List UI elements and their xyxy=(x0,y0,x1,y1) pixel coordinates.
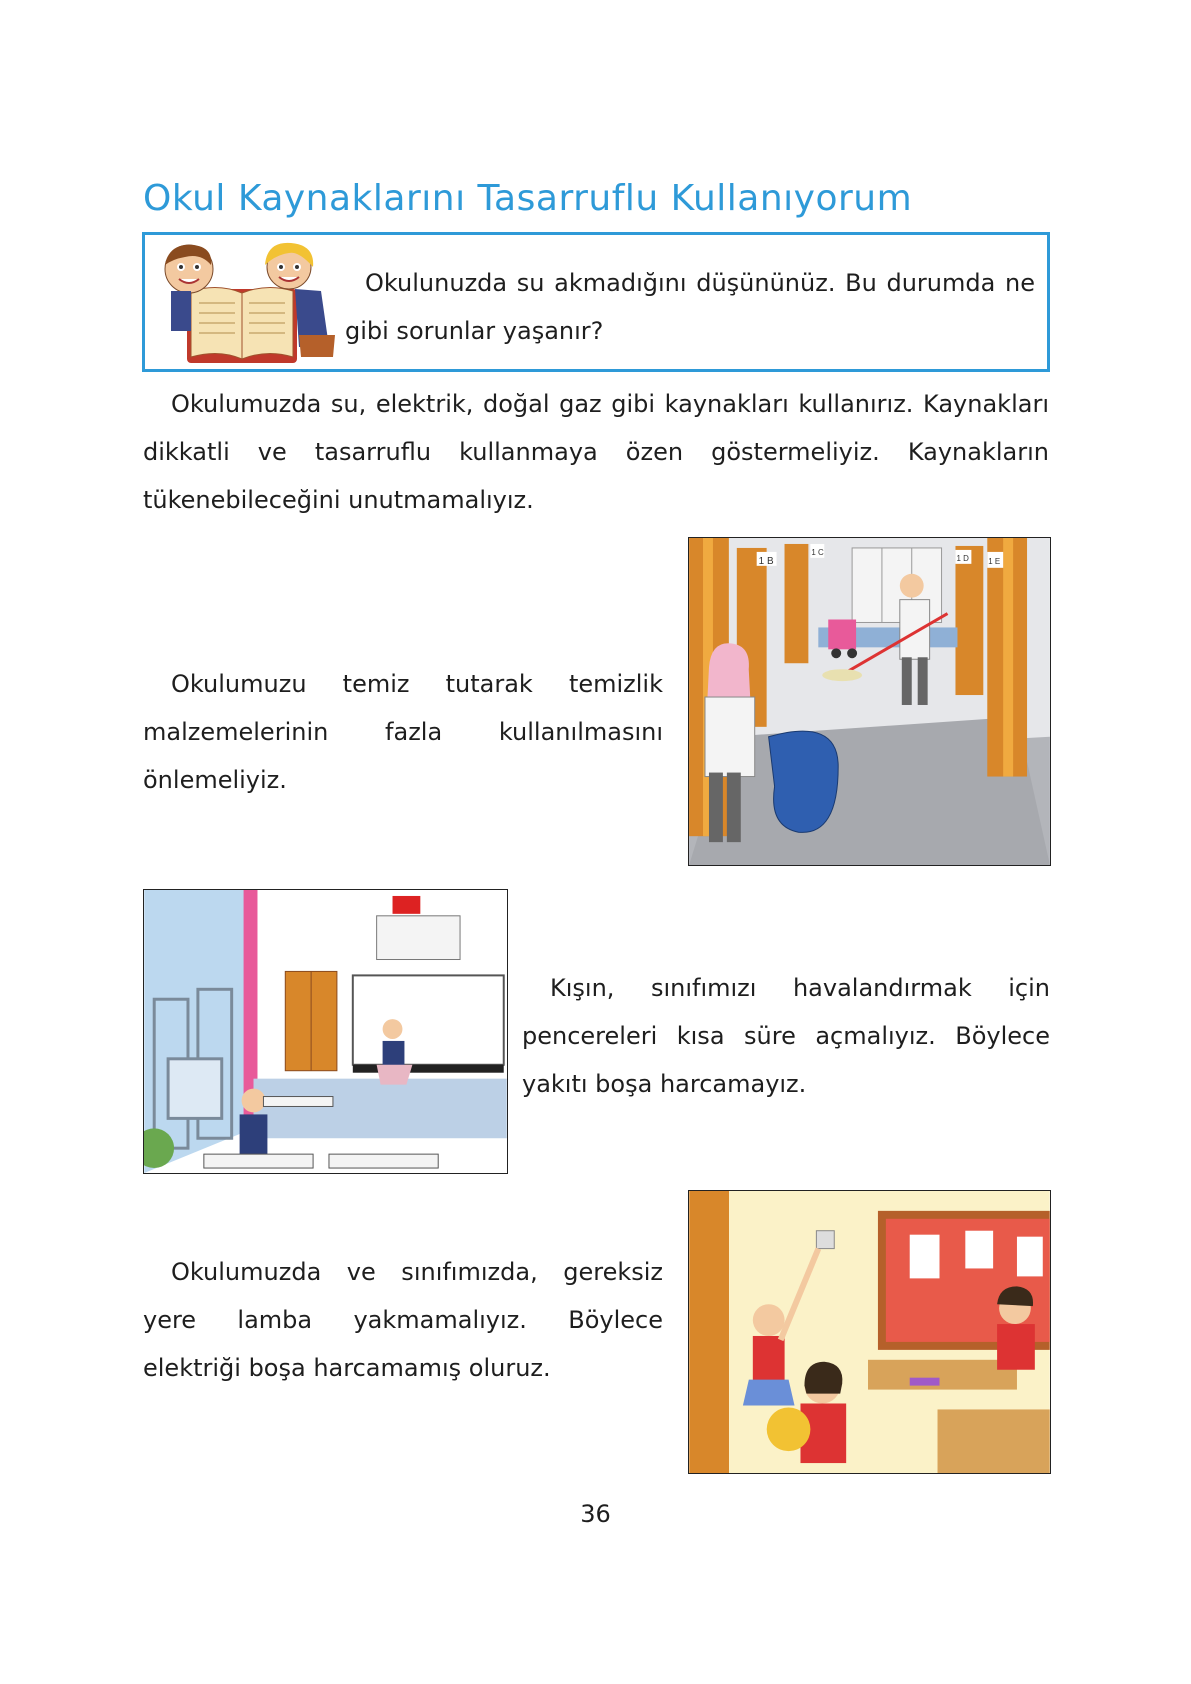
hallway-cleaning-illustration xyxy=(688,537,1051,866)
door-label-1e-text: 1 E xyxy=(988,556,1001,566)
window-paragraph: Kışın, sınıfımızı havalandırmak için pencereleri kısa süre açmalıyız. Böylece yakıtı boşa harcamayız. xyxy=(522,974,1050,1098)
classroom-window-illustration xyxy=(143,889,508,1174)
page-number: 36 xyxy=(580,1500,611,1528)
lighting-paragraph: Okulumuzda ve sınıfımızda, gereksiz yere lamba yakmamalıyız. Böylece elektriği boşa harcamamış oluruz. xyxy=(143,1258,663,1382)
question-box xyxy=(142,232,1050,372)
question-text: Okulunuzda su akmadığını düşününüz. Bu durumda ne gibi sorunlar yaşanır? xyxy=(345,269,1035,345)
door-label-1b-text: 1 B xyxy=(758,555,774,567)
door-label-1d-text: 1 D xyxy=(956,553,969,563)
page-title: Okul Kaynaklarını Tasarruflu Kullanıyorum xyxy=(143,178,913,219)
children-reading-book-illustration xyxy=(149,239,339,367)
classroom-light-switch-illustration xyxy=(688,1190,1051,1474)
door-label-1c-text: 1 C xyxy=(811,547,824,557)
intro-paragraph: Okulumuzda su, elektrik, doğal gaz gibi kaynakları kullanırız. Kaynakları dikkatli ve tasarruflu kullanmaya özen göstermeliyiz. Kaynakların tükenebileceğini unutmamalıyız. xyxy=(143,390,1049,514)
cleaning-paragraph: Okulumuzu temiz tutarak temizlik malzemelerinin fazla kullanılmasını önlemeliyiz. xyxy=(143,670,663,794)
